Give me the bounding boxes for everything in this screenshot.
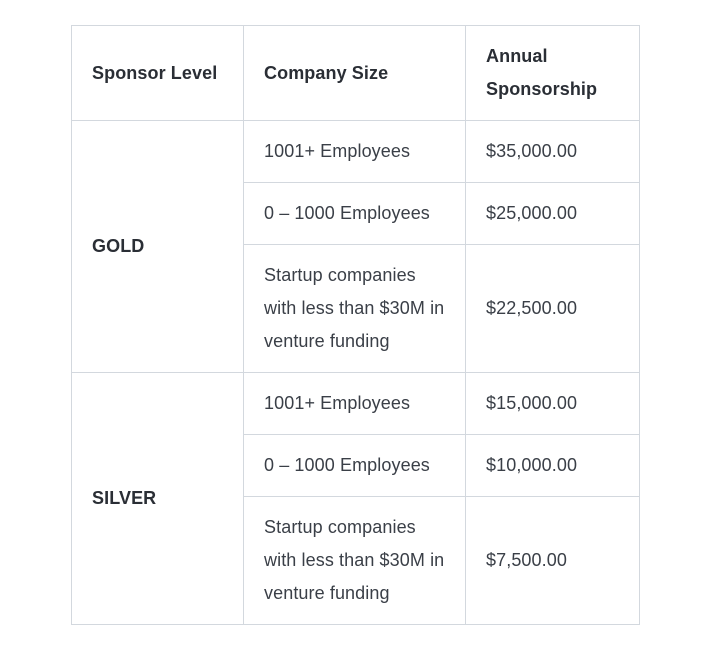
sponsorship-amount-cell: $10,000.00 [466, 435, 640, 497]
sponsorship-table [71, 25, 640, 625]
table-row [72, 121, 640, 183]
company-size-cell: Startup companies with less than $30M in venture funding [244, 245, 466, 373]
company-size-cell: 1001+ Employees [244, 373, 466, 435]
company-size-cell: 1001+ Employees [244, 121, 466, 183]
company-size-cell: 0 – 1000 Employees [244, 435, 466, 497]
sponsorship-amount-cell: $25,000.00 [466, 183, 640, 245]
sponsor-level-silver: SILVER [72, 373, 244, 625]
table-row [72, 373, 640, 435]
sponsorship-amount-cell: $35,000.00 [466, 121, 640, 183]
sponsorship-amount-cell: $22,500.00 [466, 245, 640, 373]
sponsorship-amount-cell: $15,000.00 [466, 373, 640, 435]
sponsorship-amount-cell: $7,500.00 [466, 497, 640, 625]
company-size-cell: Startup companies with less than $30M in venture funding [244, 497, 466, 625]
sponsor-level-gold: GOLD [72, 121, 244, 373]
company-size-cell: 0 – 1000 Employees [244, 183, 466, 245]
header-company-size: Company Size [244, 26, 466, 121]
header-annual-sponsorship: Annual Sponsorship [466, 26, 640, 121]
table-header-row [72, 26, 640, 121]
header-sponsor-level: Sponsor Level [72, 26, 244, 121]
